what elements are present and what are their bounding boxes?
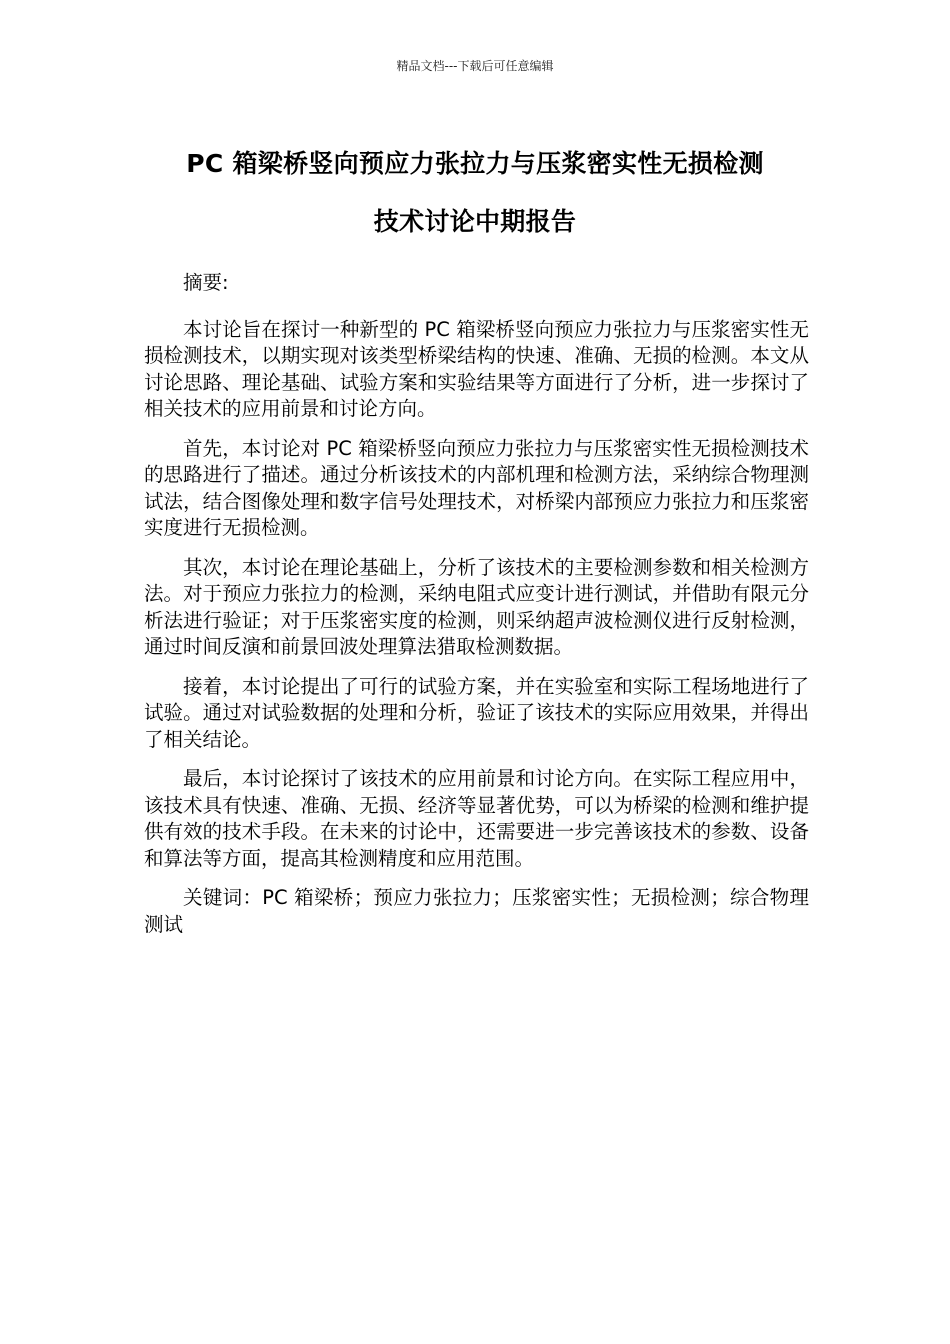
abstract-paragraph-1: 本讨论旨在探讨一种新型的 PC 箱梁桥竖向预应力张拉力与压浆密实性无损检测技术，以期实现对该类型桥梁结构的快速、准确、无损的检测。本文从讨论思路、理论基础、试验方案和实验结果等方面进行了分析，进一步探讨了相关技术的应用前景和讨论方向。 <box>144 317 809 420</box>
document-title <box>130 135 820 251</box>
abstract-paragraph-4: 接着，本讨论提出了可行的试验方案，并在实验室和实际工程场地进行了试验。通过对试验数据的处理和分析，验证了该技术的实际应用效果，并得出了相关结论。 <box>144 674 809 751</box>
document-body <box>144 270 809 951</box>
keywords-paragraph: 关键词：PC 箱梁桥；预应力张拉力；压浆密实性；无损检测；综合物理测试 <box>144 886 809 936</box>
title-line-1: PC 箱梁桥竖向预应力张拉力与压浆密实性无损检测 <box>186 149 764 178</box>
abstract-paragraph-2: 首先，本讨论对 PC 箱梁桥竖向预应力张拉力与压浆密实性无损检测技术的思路进行了描述。通过分析该技术的内部机理和检测方法，采纳综合物理测试法，结合图像处理和数字信号处理技术，对桥梁内部预应力张拉力和压浆密实度进行无损检测。 <box>144 436 809 539</box>
page-header-note: 精品文档---下载后可任意编辑 <box>396 59 554 73</box>
abstract-label: 摘要: <box>183 271 229 294</box>
abstract-paragraph-3: 其次，本讨论在理论基础上，分析了该技术的主要检测参数和相关检测方法。对于预应力张拉力的检测，采纳电阻式应变计进行测试，并借助有限元分析法进行验证；对于压浆密实度的检测，则采纳超声波检测仪进行反射检测，通过时间反演和前景回波处理算法猎取检测数据。 <box>144 555 809 658</box>
abstract-paragraph-5: 最后，本讨论探讨了该技术的应用前景和讨论方向。在实际工程应用中，该技术具有快速、准确、无损、经济等显著优势，可以为桥梁的检测和维护提供有效的技术手段。在未来的讨论中，还需要进一步完善该技术的参数、设备和算法等方面，提高其检测精度和应用范围。 <box>144 767 809 870</box>
title-line-2: 技术讨论中期报告 <box>373 207 577 236</box>
